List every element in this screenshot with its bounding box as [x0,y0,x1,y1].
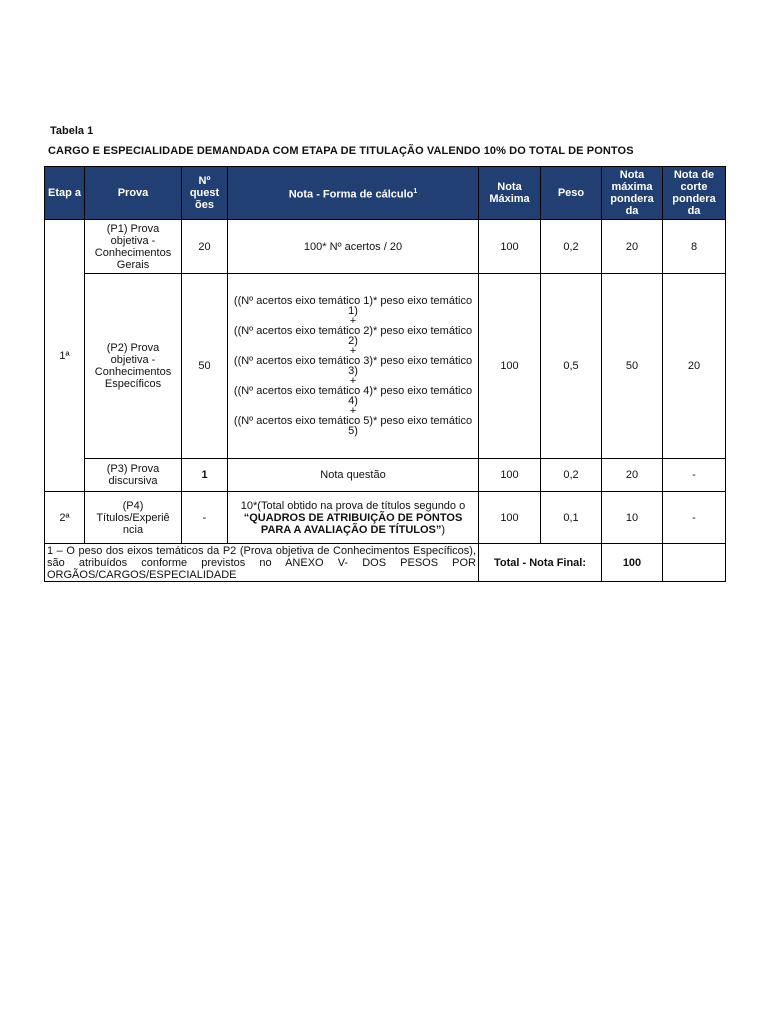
cell-nota-corte: - [663,492,726,544]
header-prova: Prova [85,167,182,220]
formula-line: ((Nº acertos eixo temático 2)* peso eixo temático 2) [233,325,473,347]
cell-nota-maxima-ponderada: 20 [602,459,663,492]
footnote: 1 – O peso dos eixos temáticos da P2 (Prova objetiva de Conhecimentos Específicos), são atribuídos conforme previstos no ANEXO V- DOS PESOS POR ORGÃOS/CARGOS/ESPECIALIDADE [45,544,479,582]
total-empty-cell [663,544,726,582]
cell-peso: 0,1 [541,492,602,544]
total-label: Total - Nota Final: [479,544,602,582]
table-row [45,459,726,492]
table-footer-row [45,544,726,582]
header-peso: Peso [541,167,602,220]
total-value: 100 [602,544,663,582]
table-header-row [45,167,726,220]
scores-table [44,166,726,582]
cell-nota-maxima: 100 [479,459,541,492]
formula-plus: + [349,405,357,417]
cell-nota-maxima: 100 [479,220,541,274]
formula-line: ((Nº acertos eixo temático 5)* peso eixo temático 5) [233,415,473,437]
cell-prova: (P2) Prova objetiva - Conhecimentos Específicos [85,274,182,459]
formula-line: ((Nº acertos eixo temático 3)* peso eixo temático 3) [233,355,473,377]
header-forma-label: Nota - Forma de cálculo [288,188,414,201]
cell-peso: 0,5 [541,274,602,459]
table-caption: Tabela 1 [50,125,94,137]
cell-forma: 100* Nº acertos / 20 [228,220,479,274]
header-forma-footnote-mark: 1 [413,187,418,195]
cell-etapa: 1ª [45,220,85,492]
cell-questoes: 50 [182,274,228,459]
cell-peso: 0,2 [541,459,602,492]
cell-questoes: - [182,492,228,544]
header-questoes: Nº quest ões [182,167,228,220]
formula-line: ((Nº acertos eixo temático 1)* peso eixo temático 1) [233,295,473,317]
cell-nota-corte: 20 [663,274,726,459]
cell-prova: (P1) Prova objetiva - Conhecimentos Gerais [85,220,182,274]
cell-questoes: 1 [182,459,228,492]
forma-suffix: ) [441,523,446,536]
cell-questoes: 20 [182,220,228,274]
cell-nota-corte: 8 [663,220,726,274]
cell-nota-maxima-ponderada: 50 [602,274,663,459]
cell-prova: (P4) Títulos/Experiê ncia [85,492,182,544]
cell-forma [228,274,479,459]
forma-prefix: 10*(Total obtido na prova de títulos segundo o [240,499,466,512]
table-heading: CARGO E ESPECIALIDADE DEMANDADA COM ETAPA DE TITULAÇÃO VALENDO 10% DO TOTAL DE PONTOS [48,145,634,157]
header-etapa: Etap a [45,167,85,220]
cell-nota-maxima-ponderada: 10 [602,492,663,544]
table-row [45,220,726,274]
cell-forma [228,492,479,544]
cell-nota-maxima: 100 [479,274,541,459]
header-forma [228,167,479,220]
formula-plus: + [349,315,357,327]
formula-plus: + [349,375,357,387]
cell-peso: 0,2 [541,220,602,274]
header-nota-maxima-ponderada: Nota máxima pondera da [602,167,663,220]
formula-plus: + [349,345,357,357]
cell-nota-maxima-ponderada: 20 [602,220,663,274]
formula-line: ((Nº acertos eixo temático 4)* peso eixo temático 4) [233,385,473,407]
header-nota-maxima: Nota Máxima [479,167,541,220]
cell-prova: (P3) Prova discursiva [85,459,182,492]
cell-nota-corte: - [663,459,726,492]
cell-etapa: 2ª [45,492,85,544]
header-nota-corte: Nota de corte pondera da [663,167,726,220]
table-row [45,492,726,544]
cell-nota-maxima: 100 [479,492,541,544]
table-row [45,274,726,459]
forma-bold-title: “QUADROS DE ATRIBUIÇÃO DE PONTOS PARA A AVALIAÇÃO DE TÍTULOS” [243,511,463,536]
cell-forma: Nota questão [228,459,479,492]
